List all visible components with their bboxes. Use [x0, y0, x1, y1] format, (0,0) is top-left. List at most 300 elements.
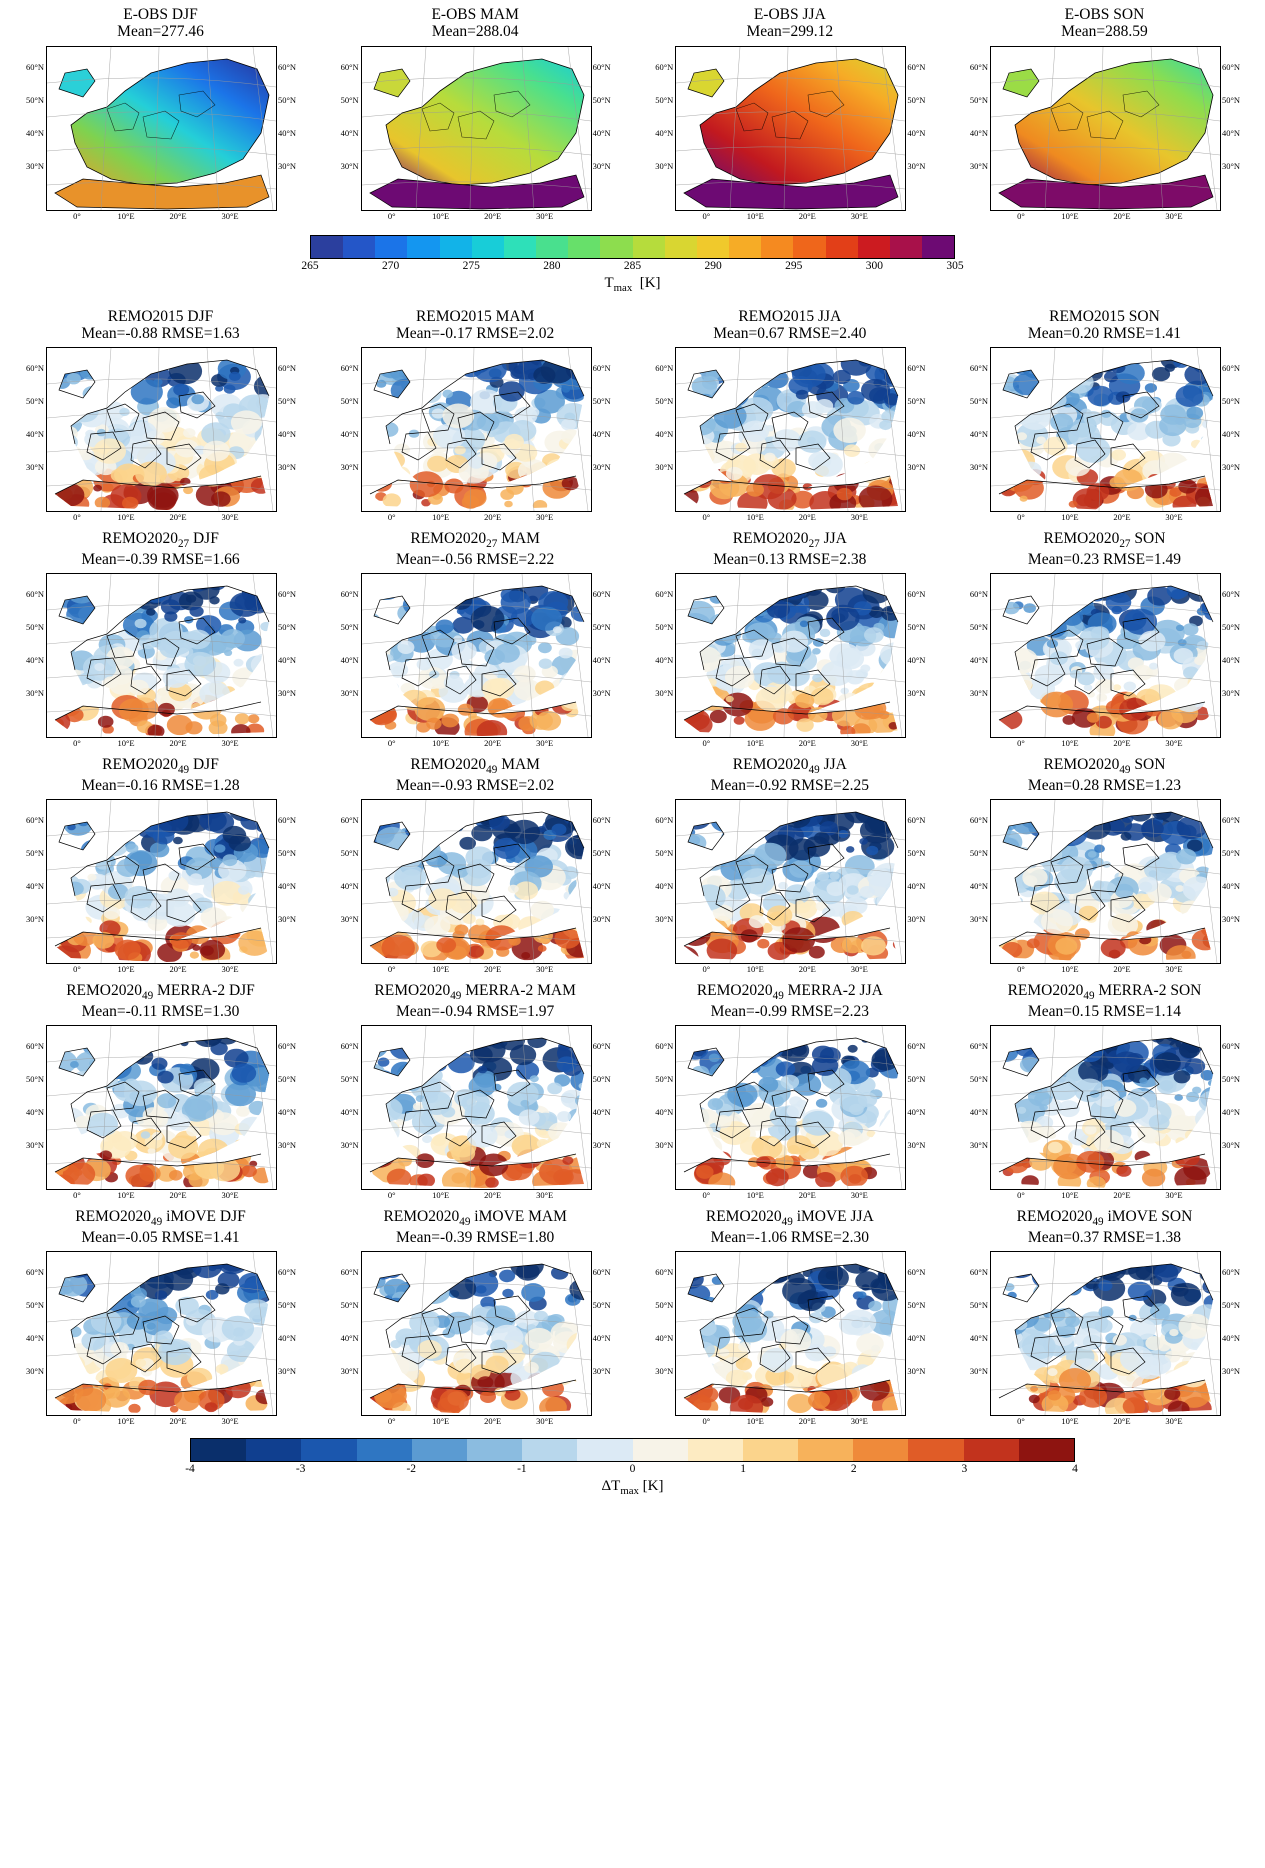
ytick-50n-right: 50°N: [907, 94, 926, 105]
xtick-label: 30°E: [1165, 964, 1183, 975]
panel-title: [962, 1208, 1247, 1246]
xtick-30e: 30°E: [850, 210, 868, 221]
colorbar-tick: 2: [850, 1463, 857, 1476]
xtick-label: 20°E: [169, 1190, 187, 1201]
xtick-label: 10°E: [746, 1190, 764, 1201]
panel-title-line2: Mean=0.67 RMSE=2.40: [713, 325, 867, 343]
panel-title: [647, 308, 932, 343]
colorbar-dtmax-ticks: [185, 1462, 1078, 1476]
map-canvas: [991, 47, 1220, 210]
colorbar-segment: [577, 1439, 632, 1461]
map-remo2020_27-3: [962, 571, 1247, 749]
map-remo2020_49-3: [962, 797, 1247, 975]
panel-remo2020_49_merra2-djf: [18, 982, 303, 1201]
map-remo2015-0: [18, 345, 303, 523]
ytick-label-right: 50°N: [592, 396, 611, 407]
ytick-30n: 30°N: [25, 160, 44, 171]
map-remo2020_49-1: [333, 797, 618, 975]
ytick-label: 60°N: [969, 363, 988, 374]
colorbar-tick: 280: [543, 259, 561, 272]
ytick-label-right: 30°N: [592, 462, 611, 473]
map-remo2020_27-2: [647, 571, 932, 749]
ytick-label: 40°N: [25, 655, 44, 666]
ytick-30n: 30°N: [340, 160, 359, 171]
ytick-label-right: 30°N: [278, 688, 297, 699]
ytick-label-right: 30°N: [1221, 688, 1241, 699]
map-canvas: [991, 574, 1220, 737]
xtick-label: 10°E: [746, 964, 764, 975]
colorbar-segment: [568, 236, 600, 258]
map-remo2015-1: [333, 345, 618, 523]
ytick-label: 60°N: [25, 363, 44, 374]
ytick-label-right: 30°N: [1221, 462, 1241, 473]
colorbar-segment: [633, 1439, 688, 1461]
colorbar-segment: [922, 236, 954, 258]
panel-title-line1: $REMO2020_{49}$ MERRA-2 DJF: [66, 982, 255, 1003]
colorbar-segment: [826, 236, 858, 258]
ytick-label: 50°N: [655, 848, 674, 859]
map-canvas: [47, 574, 276, 737]
panel-title-line1: $REMO2020_{49}$ iMOVE MAM: [383, 1208, 567, 1229]
xtick-label: 20°E: [798, 1416, 816, 1427]
ytick-label: 40°N: [25, 429, 44, 440]
ytick-label-right: 40°N: [278, 1333, 297, 1344]
ytick-label-right: 50°N: [1221, 1300, 1241, 1311]
colorbar-tick: 0: [629, 1463, 636, 1476]
ytick-30n-right: 30°N: [278, 160, 297, 171]
ytick-label: 40°N: [340, 1333, 359, 1344]
panel-eobs-son: [962, 6, 1247, 219]
ytick-label-right: 30°N: [278, 1366, 297, 1377]
panel-title: [647, 756, 932, 794]
panel-title-line1: $REMO2020_{49}$ MAM: [410, 756, 540, 777]
map-canvas: [676, 800, 905, 963]
ytick-label-right: 50°N: [592, 1074, 611, 1085]
ytick-60n-right: 60°N: [907, 61, 926, 72]
colorbar-dtmax-label: $\Delta T_{max}$ [K]: [601, 1478, 664, 1498]
ytick-label-right: 60°N: [278, 815, 297, 826]
ytick-label: 40°N: [25, 1107, 44, 1118]
ytick-50n: 50°N: [969, 94, 988, 105]
map-canvas: [362, 1252, 591, 1415]
panel-remo2015-jja: [647, 308, 932, 521]
xtick-20e: 20°E: [798, 210, 816, 221]
xtick-label: 0°: [1017, 1190, 1025, 1201]
colorbar-segment: [729, 236, 761, 258]
ytick-label-right: 60°N: [907, 1267, 926, 1278]
panel-title-line1: REMO2015 MAM: [415, 307, 535, 325]
map-canvas: [991, 348, 1220, 511]
ytick-30n-right: 30°N: [1221, 160, 1241, 171]
colorbar-tick: 285: [623, 259, 642, 272]
ytick-label-right: 60°N: [278, 1267, 297, 1278]
panel-title: [333, 982, 618, 1020]
ytick-label: 40°N: [655, 881, 674, 892]
ytick-label-right: 30°N: [907, 688, 926, 699]
map-remo2015-2: [647, 345, 932, 523]
xtick-label: 20°E: [1113, 1190, 1131, 1201]
ytick-label-right: 30°N: [907, 1366, 926, 1377]
ytick-label: 30°N: [655, 462, 674, 473]
colorbar-segment: [191, 1439, 246, 1461]
ytick-label-right: 40°N: [1221, 881, 1241, 892]
colorbar-segment: [467, 1439, 522, 1461]
panel-title: [18, 1208, 303, 1246]
ytick-label: 30°N: [25, 1140, 44, 1151]
xtick-label: 30°E: [850, 512, 868, 523]
panel-row-remo2020_49_imove: [0, 1208, 1265, 1427]
colorbar-segment: [633, 236, 665, 258]
panel-remo2015-djf: [18, 308, 303, 521]
xtick-label: 30°E: [221, 738, 239, 749]
colorbar-segment: [761, 236, 793, 258]
panel-title: [962, 530, 1247, 568]
ytick-label-right: 60°N: [1221, 589, 1241, 600]
colorbar-segment: [375, 236, 407, 258]
ytick-label-right: 60°N: [278, 363, 297, 374]
xtick-label: 30°E: [536, 1190, 554, 1201]
ytick-label: 50°N: [340, 1074, 359, 1085]
xtick-label: 30°E: [850, 1190, 868, 1201]
panel-eobs-jja: [647, 6, 932, 219]
colorbar-segment: [343, 236, 375, 258]
ytick-label-right: 30°N: [592, 1366, 611, 1377]
panel-remo2020_49-mam: [333, 756, 618, 975]
ytick-label: 60°N: [969, 1267, 988, 1278]
ytick-label: 30°N: [655, 688, 674, 699]
panel-title: [962, 982, 1247, 1020]
colorbar-segment: [798, 1439, 853, 1461]
ytick-label: 60°N: [969, 1041, 988, 1052]
ytick-label: 40°N: [25, 1333, 44, 1344]
map-canvas: [991, 1026, 1220, 1189]
ytick-label-right: 50°N: [907, 622, 926, 633]
ytick-40n: 40°N: [25, 127, 44, 138]
panel-remo2020_27-son: [962, 530, 1247, 749]
map-eobs-djf: [18, 44, 303, 219]
panel-title-line1: $REMO2020_{27}$ DJF: [102, 530, 219, 551]
ytick-label-right: 30°N: [592, 914, 611, 925]
xtick-label: 10°E: [1061, 512, 1079, 523]
panel-title: E-OBS SON Mean=288.59: [1061, 6, 1148, 41]
ytick-60n: 60°N: [655, 61, 674, 72]
xtick-label: 20°E: [1113, 1416, 1131, 1427]
xtick-label: 10°E: [432, 1416, 450, 1427]
panel-title: [333, 530, 618, 568]
ytick-label-right: 30°N: [278, 462, 297, 473]
panel-title: [647, 1208, 932, 1246]
panel-remo2020_49_imove-son: [962, 1208, 1247, 1427]
colorbar-segment: [1019, 1439, 1074, 1461]
xtick-label: 0°: [1017, 738, 1025, 749]
ytick-label: 60°N: [969, 589, 988, 600]
ytick-label: 60°N: [655, 1267, 674, 1278]
xtick-label: 10°E: [1061, 1190, 1079, 1201]
xtick-label: 10°E: [117, 964, 135, 975]
panel-remo2020_49-djf: [18, 756, 303, 975]
xtick-label: 0°: [702, 512, 711, 523]
ytick-label-right: 40°N: [278, 1107, 297, 1118]
ytick-label: 30°N: [655, 914, 674, 925]
xtick-label: 10°E: [432, 738, 450, 749]
ytick-40n-right: 40°N: [907, 127, 926, 138]
ytick-label-right: 50°N: [278, 1074, 297, 1085]
ytick-label: 40°N: [340, 429, 359, 440]
panel-title-line2: Mean=-0.39 RMSE=1.80: [396, 1228, 555, 1246]
ytick-label-right: 60°N: [278, 1041, 297, 1052]
panel-title: E-OBS DJF Mean=277.46: [117, 6, 204, 41]
ytick-label: 40°N: [340, 881, 359, 892]
xtick-label: 10°E: [1061, 1416, 1079, 1427]
colorbar-tick: 295: [785, 259, 803, 272]
ytick-label-right: 60°N: [592, 1041, 611, 1052]
colorbar-tmax-gradient: [310, 235, 955, 259]
panel-title-line2: Mean=0.15 RMSE=1.14: [1027, 1002, 1182, 1020]
map-eobs-jja: [647, 44, 932, 219]
bias-panel-rows: [0, 307, 1265, 1427]
ytick-label-right: 30°N: [1221, 914, 1241, 925]
panel-title-line1: $REMO2020_{27}$ JJA: [732, 530, 847, 551]
xtick-30e: 30°E: [1165, 210, 1183, 221]
panel-remo2020_27-mam: [333, 530, 618, 749]
ytick-label: 50°N: [655, 1074, 674, 1085]
xtick-label: 20°E: [169, 1416, 187, 1427]
xtick-label: 0°: [387, 512, 396, 523]
xtick-label: 20°E: [798, 738, 816, 749]
map-remo2020_49_imove-1: [333, 1249, 618, 1427]
xtick-label: 20°E: [484, 1416, 502, 1427]
panel-remo2020_49-son: [962, 756, 1247, 975]
xtick-label: 20°E: [169, 738, 187, 749]
ytick-label-right: 60°N: [907, 815, 926, 826]
ytick-label: 60°N: [655, 1041, 674, 1052]
ytick-label-right: 50°N: [278, 848, 297, 859]
ytick-label: 50°N: [25, 396, 44, 407]
ytick-30n-right: 30°N: [592, 160, 611, 171]
panel-title: [333, 756, 618, 794]
colorbar-segment: [853, 1439, 908, 1461]
panel-title-line2: Mean=-0.92 RMSE=2.25: [710, 776, 869, 794]
ytick-label-right: 50°N: [1221, 1074, 1241, 1085]
xtick-label: 10°E: [432, 1190, 450, 1201]
xtick-label: 30°E: [221, 1190, 239, 1201]
map-canvas: [991, 800, 1220, 963]
ytick-label-right: 40°N: [592, 881, 611, 892]
xtick-label: 10°E: [746, 512, 764, 523]
xtick-label: 20°E: [484, 964, 502, 975]
ytick-50n: 50°N: [655, 94, 674, 105]
ytick-label: 50°N: [969, 396, 988, 407]
panel-remo2020_49_imove-djf: [18, 1208, 303, 1427]
panel-row-remo2020_27: [0, 530, 1265, 749]
xtick-label: 0°: [702, 964, 711, 975]
ytick-label: 30°N: [969, 1140, 988, 1151]
panel-title: [333, 308, 618, 343]
ytick-label: 60°N: [25, 1041, 44, 1052]
ytick-label: 60°N: [340, 815, 359, 826]
xtick-label: 10°E: [1061, 964, 1079, 975]
panel-title: [962, 756, 1247, 794]
ytick-30n: 30°N: [655, 160, 674, 171]
map-remo2020_49_imove-2: [647, 1249, 932, 1427]
panel-title: [18, 530, 303, 568]
map-remo2020_49-0: [18, 797, 303, 975]
xtick-label: 0°: [1017, 1416, 1025, 1427]
panel-remo2020_49_merra2-jja: [647, 982, 932, 1201]
map-canvas: [47, 1026, 276, 1189]
xtick-label: 30°E: [221, 512, 239, 523]
map-canvas: [676, 47, 905, 210]
ytick-label: 60°N: [25, 1267, 44, 1278]
xtick-20e: 20°E: [1113, 210, 1131, 221]
map-eobs-mam: [333, 44, 618, 219]
ytick-label-right: 50°N: [1221, 396, 1241, 407]
ytick-label-right: 40°N: [907, 1333, 926, 1344]
panel-title-line2: Mean=-0.16 RMSE=1.28: [81, 776, 240, 794]
colorbar-tick: 270: [382, 259, 400, 272]
colorbar-tick: -2: [406, 1463, 417, 1476]
colorbar-tick: 300: [865, 259, 883, 272]
ytick-label: 60°N: [25, 815, 44, 826]
ytick-50n: 50°N: [25, 94, 44, 105]
xtick-label: 20°E: [484, 1190, 502, 1201]
ytick-40n-right: 40°N: [278, 127, 297, 138]
ytick-label: 40°N: [340, 655, 359, 666]
ytick-label: 50°N: [340, 848, 359, 859]
panel-remo2015-mam: [333, 308, 618, 521]
ytick-label-right: 50°N: [907, 848, 926, 859]
panel-title: [647, 530, 932, 568]
map-canvas: [676, 574, 905, 737]
ytick-label-right: 30°N: [592, 688, 611, 699]
xtick-0: 0°: [1017, 210, 1025, 221]
ytick-label: 40°N: [655, 1333, 674, 1344]
xtick-label: 20°E: [1113, 512, 1131, 523]
colorbar-segment: [407, 236, 439, 258]
panel-title-line1: $REMO2020_{49}$ DJF: [102, 756, 219, 777]
map-canvas: [47, 1252, 276, 1415]
colorbar-segment: [472, 236, 504, 258]
map-canvas: [676, 348, 905, 511]
map-remo2020_27-1: [333, 571, 618, 749]
panel-title-line1: $REMO2020_{27}$ MAM: [410, 530, 540, 551]
xtick-label: 0°: [73, 512, 81, 523]
xtick-0: 0°: [73, 210, 81, 221]
ytick-label: 50°N: [25, 848, 44, 859]
xtick-label: 10°E: [117, 512, 135, 523]
ytick-label: 50°N: [655, 396, 674, 407]
panel-remo2020_49-jja: [647, 756, 932, 975]
ytick-label-right: 50°N: [278, 396, 297, 407]
panel-title: [333, 1208, 618, 1246]
panel-title: [18, 982, 303, 1020]
map-canvas: [47, 47, 276, 210]
ytick-label: 40°N: [655, 655, 674, 666]
ytick-label-right: 40°N: [907, 881, 926, 892]
xtick-label: 10°E: [432, 964, 450, 975]
xtick-label: 30°E: [221, 964, 239, 975]
ytick-label: 50°N: [340, 1300, 359, 1311]
colorbar-tmax-ticks: [301, 259, 964, 273]
xtick-label: 0°: [387, 964, 396, 975]
xtick-0: 0°: [702, 210, 711, 221]
xtick-label: 0°: [1017, 964, 1025, 975]
ytick-label-right: 40°N: [592, 1333, 611, 1344]
colorbar-segment: [890, 236, 922, 258]
xtick-label: 0°: [702, 1416, 711, 1427]
ytick-label: 50°N: [25, 622, 44, 633]
panel-title-line2: Mean=0.23 RMSE=1.49: [1027, 551, 1182, 569]
ytick-60n-right: 60°N: [592, 61, 611, 72]
colorbar-segment: [246, 1439, 301, 1461]
xtick-label: 20°E: [798, 964, 816, 975]
ytick-60n: 60°N: [969, 61, 988, 72]
ytick-label: 40°N: [340, 1107, 359, 1118]
panel-title-line1: $REMO2020_{49}$ JJA: [732, 756, 847, 777]
ytick-label-right: 60°N: [907, 363, 926, 374]
ytick-label-right: 40°N: [592, 429, 611, 440]
xtick-label: 0°: [73, 738, 81, 749]
map-remo2020_49_merra2-1: [333, 1023, 618, 1201]
ytick-label: 60°N: [340, 1267, 359, 1278]
xtick-label: 30°E: [536, 964, 554, 975]
ytick-40n-right: 40°N: [1221, 127, 1241, 138]
ytick-label-right: 50°N: [278, 622, 297, 633]
colorbar-tmax-label: $T_{max}$ [K]: [604, 274, 661, 294]
xtick-label: 0°: [702, 1190, 711, 1201]
panel-title-line2: Mean=0.13 RMSE=2.38: [713, 551, 867, 569]
ytick-label-right: 60°N: [278, 589, 297, 600]
panel-title: [962, 308, 1247, 343]
xtick-label: 30°E: [1165, 512, 1183, 523]
xtick-10e: 10°E: [117, 210, 135, 221]
colorbar-segment: [357, 1439, 412, 1461]
ytick-label: 30°N: [25, 1366, 44, 1377]
ytick-label: 30°N: [655, 1366, 674, 1377]
panel-title-line2: Mean=-0.17 RMSE=2.02: [396, 325, 555, 343]
xtick-label: 20°E: [169, 512, 187, 523]
ytick-label-right: 40°N: [907, 655, 926, 666]
ytick-label: 60°N: [655, 815, 674, 826]
ytick-label-right: 50°N: [1221, 848, 1241, 859]
colorbar-segment: [665, 236, 697, 258]
colorbar-tmax: [301, 235, 964, 294]
ytick-40n: 40°N: [340, 127, 359, 138]
panel-row-remo2020_49_merra2: [0, 982, 1265, 1201]
panel-eobs-djf: [18, 6, 303, 219]
ytick-label: 40°N: [655, 429, 674, 440]
map-canvas: [362, 800, 591, 963]
ytick-label-right: 30°N: [907, 914, 926, 925]
colorbar-segment: [743, 1439, 798, 1461]
panel-title-line2: Mean=-0.39 RMSE=1.66: [81, 551, 240, 569]
xtick-label: 30°E: [1165, 1416, 1183, 1427]
panel-title-line2: Mean=0.37 RMSE=1.38: [1027, 1228, 1182, 1246]
panel-remo2020_49_imove-mam: [333, 1208, 618, 1427]
ytick-50n-right: 50°N: [278, 94, 297, 105]
xtick-label: 10°E: [746, 738, 764, 749]
xtick-label: 30°E: [850, 738, 868, 749]
map-canvas: [362, 574, 591, 737]
ytick-50n: 50°N: [340, 94, 359, 105]
ytick-label-right: 40°N: [592, 655, 611, 666]
ytick-label: 60°N: [340, 1041, 359, 1052]
ytick-50n-right: 50°N: [592, 94, 611, 105]
map-remo2020_27-0: [18, 571, 303, 749]
panel-title-line1: $REMO2020_{49}$ MERRA-2 JJA: [696, 982, 883, 1003]
ytick-label-right: 60°N: [1221, 363, 1241, 374]
colorbar-segment: [522, 1439, 577, 1461]
